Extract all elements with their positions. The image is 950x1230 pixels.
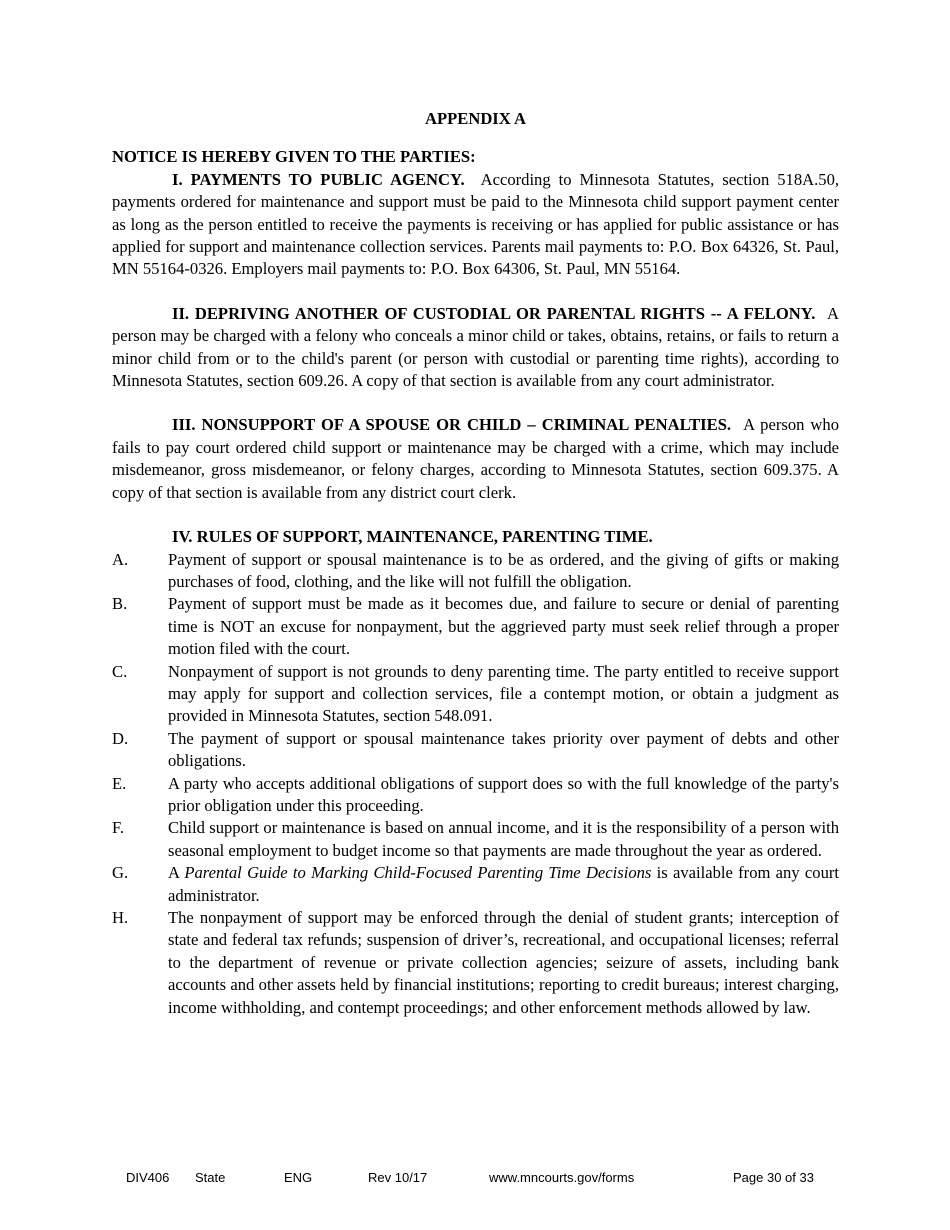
rule-item-b xyxy=(112,593,839,660)
rule-letter: C. xyxy=(112,661,128,681)
rule-text: The payment of support or spousal maintenance takes priority over payment of debts and other obligations. xyxy=(168,728,839,771)
rule-letter: G. xyxy=(112,863,129,883)
rule-letter: E. xyxy=(112,773,127,793)
rule-item-e xyxy=(112,773,839,818)
rule-text: The nonpayment of support may be enforced through the denial of student grants; interception of state and federal tax refunds; suspension of driver’s, recreational, and occupational licenses; referral to the department of revenue or private collection agencies; seizure of assets, including bank accounts and other assets held by financial institutions; reporting to credit bureaus; interest charging, income withholding, and contempt proceedings; and other enforcement methods allowed by law. xyxy=(168,908,839,1017)
rules-heading: IV. RULES OF SUPPORT, MAINTENANCE, PARENTING TIME. xyxy=(172,527,653,547)
footer-revision: Rev 10/17 xyxy=(368,1170,428,1185)
appendix-title: APPENDIX A xyxy=(425,109,526,128)
section-body: A person who fails to pay court ordered child support or maintenance may be charged with a crime, which may include misdemeanor, gross misdemeanor, or felony charges, according to Minnesota Statutes, section 609.375. A copy of that section is available from any district court clerk. xyxy=(112,415,840,502)
rule-letter: H. xyxy=(112,908,129,927)
rule-item-h xyxy=(112,907,839,1019)
rule-letter: B. xyxy=(112,594,128,614)
rule-item-c xyxy=(112,661,839,728)
guide-title: Parental Guide to Marking Child-Focused Parenting Time Decisions xyxy=(184,863,652,883)
rule-item-d xyxy=(112,728,839,773)
rule-text: A party who accepts additional obligations of support does so with the full knowledge of the party's prior obligation under this proceeding. xyxy=(168,773,839,815)
rule-letter: A. xyxy=(112,549,129,569)
footer-page-number: Page 30 of 33 xyxy=(733,1170,814,1185)
rule-text: A Parental Guide to Marking Child-Focused Parenting Time Decisions is available from any court administrator. xyxy=(168,863,840,905)
rule-item-a xyxy=(112,549,839,594)
section-heading: II. DEPRIVING ANOTHER OF CUSTODIAL OR PARENTAL RIGHTS -- A FELONY. xyxy=(172,303,816,323)
rule-letter: F. xyxy=(112,818,125,838)
document-content xyxy=(112,108,839,1019)
rule-text: Child support or maintenance is based on annual income, and it is the responsibility of a person with seasonal employment to budget income so that payments are made throughout the year as ordered. xyxy=(168,818,839,860)
section-nonsupport xyxy=(112,414,839,504)
rule-text: Payment of support or spousal maintenance is to be as ordered, and the giving of gifts or making purchases of food, clothing, and the like will not fulfill the obligation. xyxy=(168,549,839,591)
footer-form-id: DIV406 xyxy=(126,1170,170,1185)
rule-text: Payment of support must be made as it becomes due, and failure to secure or denial of parenting time is NOT an excuse for nonpayment, but the aggrieved party must seek relief through a proper motion filed with the court. xyxy=(168,594,839,659)
rule-item-g xyxy=(112,862,839,907)
section-body: A person may be charged with a felony who conceals a minor child or takes, obtains, retains, or fails to return a minor child from or to the child's parent (or person with custodial or parenting time rights), according to Minnesota Statutes, section 609.26. A copy of that section is available from any court administrator. xyxy=(112,303,839,391)
section-heading: I. PAYMENTS TO PUBLIC AGENCY. xyxy=(172,169,465,189)
rule-letter: D. xyxy=(112,728,129,748)
footer-language: ENG xyxy=(284,1170,313,1185)
section-custodial-rights xyxy=(112,303,839,393)
footer-url[interactable]: www.mncourts.gov/forms xyxy=(489,1170,635,1185)
section-payments xyxy=(112,169,839,281)
section-heading: III. NONSUPPORT OF A SPOUSE OR CHILD – CRIMINAL PENALTIES. xyxy=(172,415,732,435)
footer-jurisdiction: State xyxy=(195,1170,226,1185)
rule-text: Nonpayment of support is not grounds to deny parenting time. The party entitled to receive support may apply for support and collection services, file a contempt motion, or obtain a judgment as provided in Minnesota Statutes, section 548.091. xyxy=(168,661,839,726)
rule-item-f xyxy=(112,817,839,862)
section-body: According to Minnesota Statutes, section 518A.50, payments ordered for maintenance and support must be paid to the Minnesota child support payment center as long as the person entitled to receive the payments is receiving or has applied for public assistance or has applied for support and maintenance collection services. Parents mail payments to: P.O. Box 64326, St. Paul, MN 55164-0326. Employers mail payments to: P.O. Box 64306, St. Paul, MN 55164. xyxy=(112,169,840,279)
notice-heading: NOTICE IS HEREBY GIVEN TO THE PARTIES: xyxy=(112,147,476,167)
